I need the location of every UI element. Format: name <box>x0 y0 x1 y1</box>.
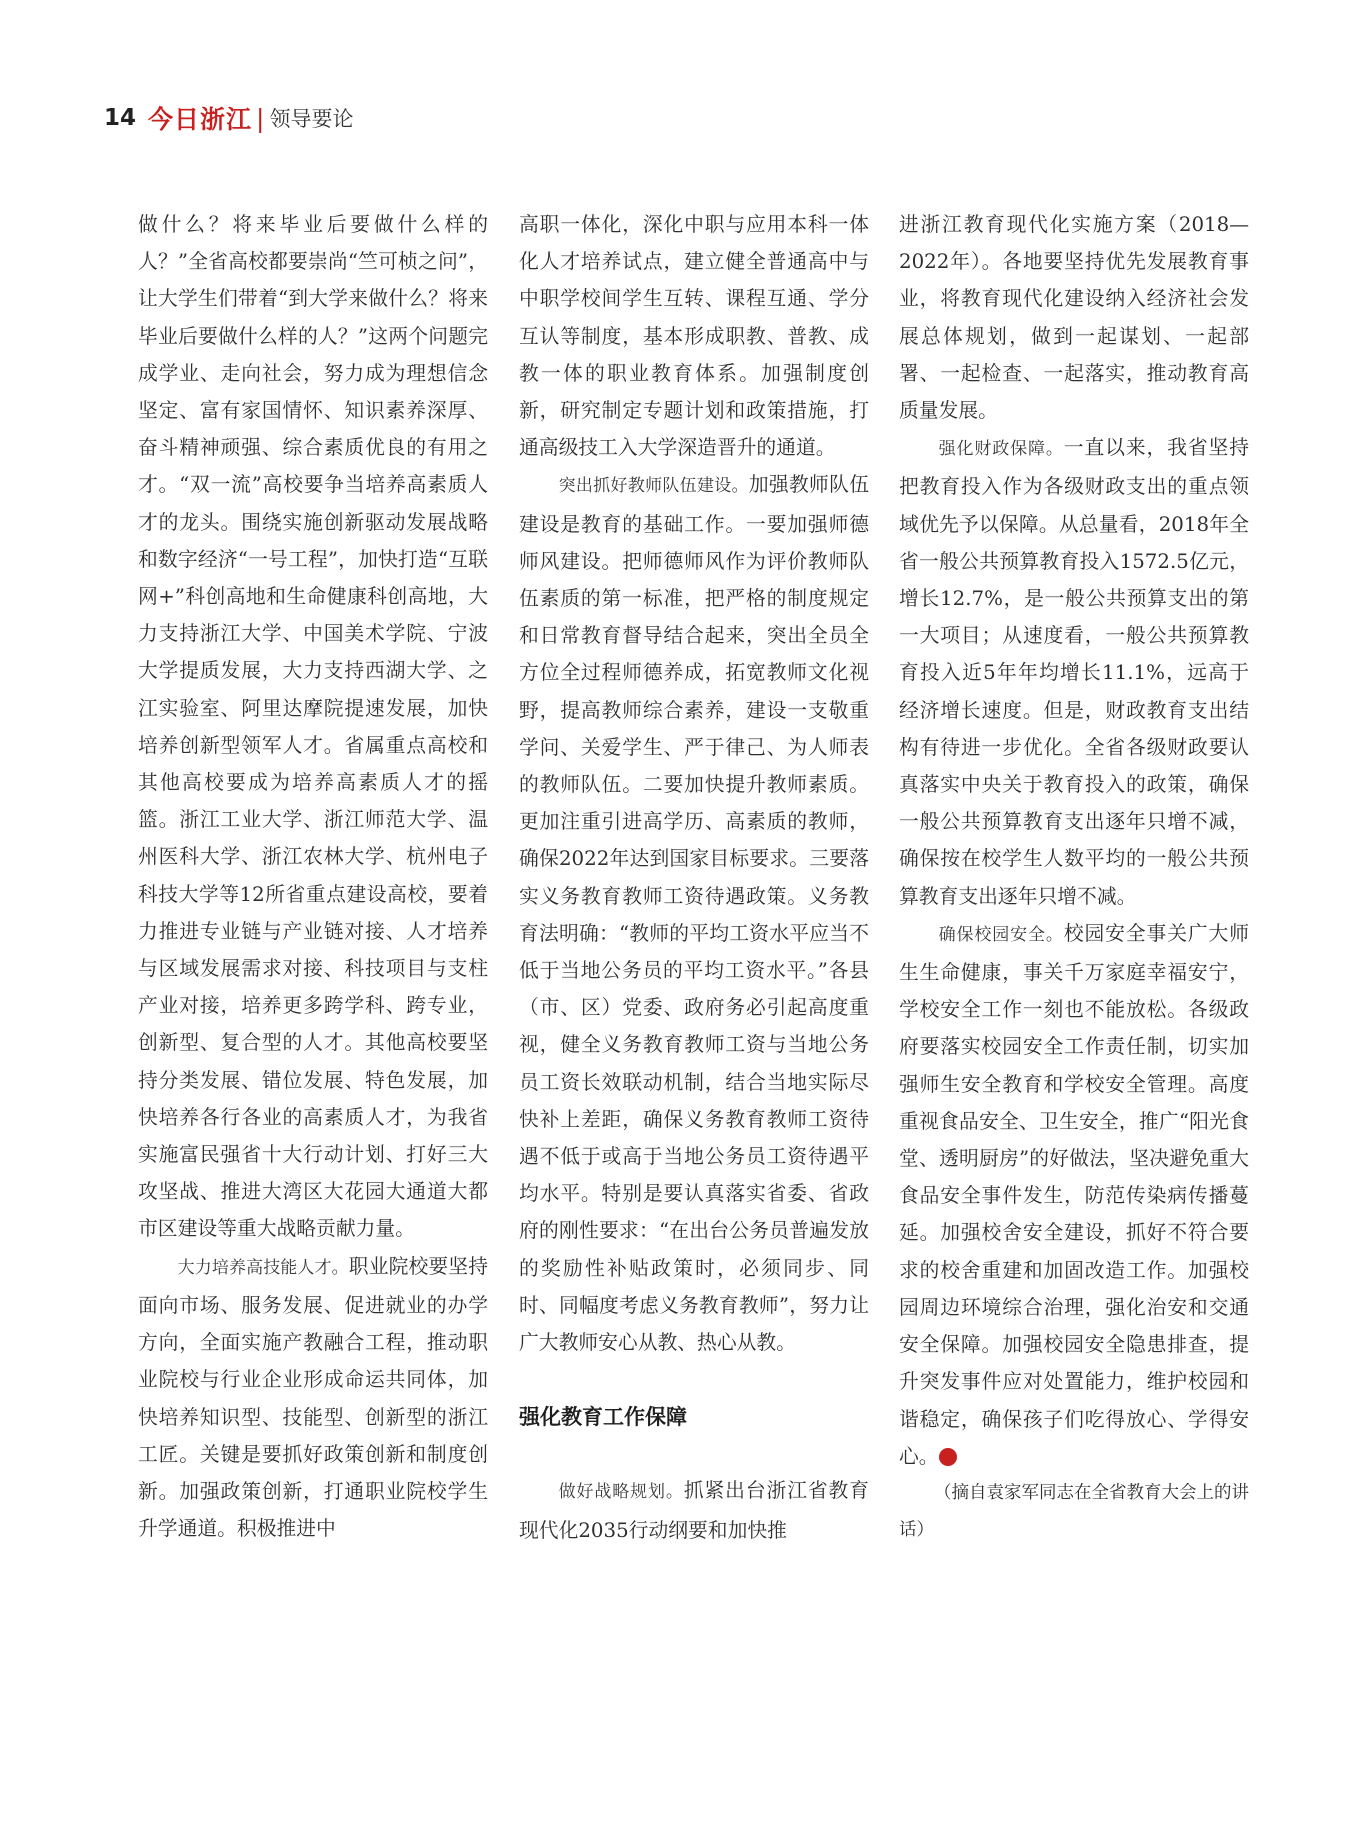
section-subheading: 强化教育工作保障 <box>519 1405 687 1430</box>
article-column-2 <box>519 206 869 1549</box>
paragraph <box>899 915 1249 1475</box>
paragraph <box>519 466 869 1361</box>
paragraph-body: 职业院校要坚持面向市场、服务发展、促进就业的办学方向，全面实施产教融合工程，推动职业院校与行业企业形成命运共同体，加快培养知识型、技能型、创新型的浙江工匠。关键是要抓好政策创新和制度创新。加强政策创新，打通职业院校学生升学通道。积极推进中 <box>138 1254 488 1541</box>
magazine-logo: 今日浙江 <box>148 105 253 134</box>
paragraph-lead: 大力培养高技能人才。 <box>177 1257 349 1278</box>
paragraph-body: 抓紧出台浙江省教育现代化2035行动纲要和加快推 <box>519 1479 869 1542</box>
article-end-icon: 今 <box>939 1448 957 1466</box>
paragraph-body: 校园安全事关广大师生生命健康，事关千万家庭幸福安宁，学校安全工作一刻也不能放松。各级政府要落实校园安全工作责任制，切实加强师生安全教育和学校安全管理。高度重视食品安全、卫生安全，推广“阳光食堂、透明厨房”的好做法，坚决避免重大食品安全事件发生，防范传染病传播蔓延。加强校舍安全建设，抓好不符合要求的校舍重建和加固改造工作。加强校园周边环境综合治理，强化治安和交通安全保障。加强校园安全隐患排查，提升突发事件应对处置能力，维护校园和谐稳定，确保孩子们吃得放心、学得安心。 <box>899 921 1249 1468</box>
paragraph: 高职一体化，深化中职与应用本科一体化人才培养试点，建立健全普通高中与中职学校间学生互转、课程互通、学分互认等制度，基本形成职教、普教、成教一体的职业教育体系。加强制度创新，研究制定专题计划和政策措施，打通高级技工入大学深造晋升的通道。 <box>519 213 869 460</box>
page-header <box>104 100 353 136</box>
article-column-3 <box>899 206 1249 1549</box>
paragraph <box>519 1472 869 1548</box>
paragraph-lead: 突出抓好教师队伍建设。 <box>558 476 749 497</box>
paragraph: 进浙江教育现代化实施方案（2018—2022年）。各地要坚持优先发展教育事业，将教育现代化建设纳入经济社会发展总体规划，做到一起谋划、一起部署、一起检查、一起落实，推动教育高质量发展。 <box>899 213 1249 423</box>
header-separator: | <box>256 103 265 133</box>
paragraph <box>138 1248 488 1548</box>
paragraph-body: 加强教师队伍建设是教育的基础工作。一要加强师德师风建设。把师德师风作为评价教师队伍素质的第一标准，把严格的制度规定和日常教育督导结合起来，突出全员全方位全过程师德养成，拓宽教师文化视野，提高教师综合素养，建设一支敬重学问、关爱学生、严于律己、为人师表的教师队伍。二要加快提升教师素质。更加注重引进高学历、高素质的教师，确保2022年达到国家目标要求。三要落实义务教育教师工资待遇政策。义务教育法明确：“教师的平均工资水平应当不低于当地公务员的平均工资水平。”各县（市、区）党委、政府务必引起高度重视，健全义务教育教师工资与当地公务员工资长效联动机制，结合当地实际尽快补上差距，确保义务教育教师工资待遇不低于或高于当地公务员工资待遇平均水平。特别是要认真落实省委、省政府的刚性要求：“在出台公务员普遍发放的奖励性补贴政策时，必须同步、同时、同幅度考虑义务教育教师”，努力让广大教师安心从教、热心从教。 <box>519 473 869 1355</box>
article-column-1 <box>138 206 488 1547</box>
paragraph-lead: 确保校园安全。 <box>938 924 1064 945</box>
paragraph-body: 一直以来，我省坚持把教育投入作为各级财政支出的重点领域优先予以保障。从总量看，2018年全省一般公共预算教育投入1572.5亿元，增长12.7%，是一般公共预算支出的第一大项目；从速度看，一般公共预算教育投入近5年年均增长11.1%，远高于经济增长速度。但是，财政教育支出结构有待进一步优化。全省各级财政要认真落实中央关于教育投入的政策，确保一般公共预算教育支出逐年只增不减，确保按在校学生人数平均的一般公共预算教育支出逐年只增不减。 <box>899 436 1249 908</box>
paragraph <box>899 429 1249 915</box>
section-title: 领导要论 <box>269 107 354 131</box>
source-note: （摘自袁家军同志在全省教育大会上的讲话） <box>899 1482 1249 1541</box>
page-number: 14 <box>104 105 137 131</box>
paragraph-lead: 做好战略规划。 <box>558 1482 684 1503</box>
paragraph-lead: 强化财政保障。 <box>938 439 1064 460</box>
paragraph: 做什么？将来毕业后要做什么样的人？”全省高校都要崇尚“竺可桢之问”，让大学生们带着“到大学来做什么？将来毕业后要做什么样的人？”这两个问题完成学业、走向社会，努力成为理想信念坚定、富有家国情怀、知识素养深厚、奋斗精神顽强、综合素质优良的有用之才。“双一流”高校要争当培养高素质人才的龙头。围绕实施创新驱动发展战略和数字经济“一号工程”，加快打造“互联网+”科创高地和生命健康科创高地，大力支持浙江大学、中国美术学院、宁波大学提质发展，大力支持西湖大学、之江实验室、阿里达摩院提速发展，加快培养创新型领军人才。省属重点高校和其他高校要成为培养高素质人才的摇篮。浙江工业大学、浙江师范大学、温州医科大学、浙江农林大学、杭州电子科技大学等12所省重点建设高校，要着力推进专业链与产业链对接、人才培养与区域发展需求对接、科技项目与支柱产业对接，培养更多跨学科、跨专业，创新型、复合型的人才。其他高校要坚持分类发展、错位发展、特色发展，加快培养各行各业的高素质人才，为我省实施富民强省十大行动计划、打好三大攻坚战、推进大湾区大花园大通道大都市区建设等重大战略贡献力量。 <box>138 213 488 1241</box>
